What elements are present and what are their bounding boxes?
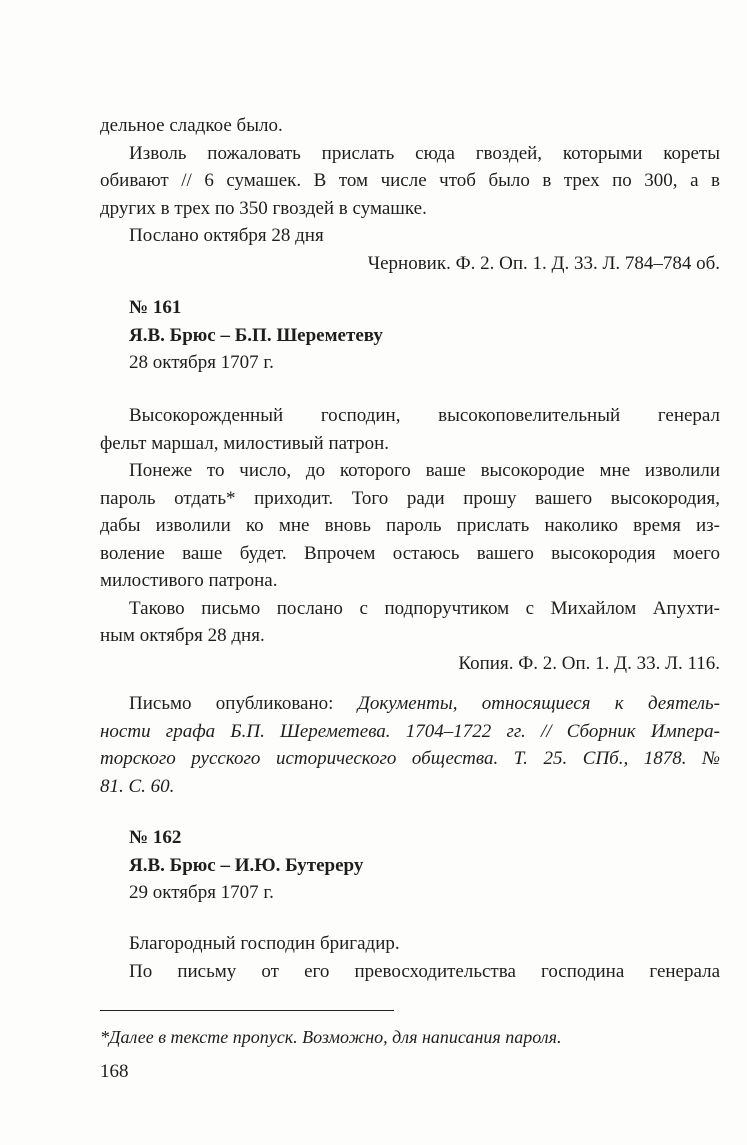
text-line: Понеже то число, до которого ваше высокородие мне изволили: [129, 460, 720, 481]
pub-citation: Документы, относящиеся к деятель-: [357, 693, 721, 714]
text-line: 81. С. 60.: [100, 775, 175, 797]
text-line: По письму от его превосходительства господина генерала: [129, 960, 720, 982]
previous-letter-end: [100, 112, 720, 277]
doc-title: Я.В. Брюс – Б.П. Шереметеву: [129, 324, 383, 346]
pub-lead: Письмо опубликовано:: [129, 693, 358, 714]
doc-161-header: [100, 294, 720, 377]
doc-number: № 161: [129, 297, 182, 318]
doc-title: Я.В. Брюс – И.Ю. Бутереру: [129, 854, 364, 876]
text-line: [100, 690, 720, 718]
page-number: 168: [100, 1061, 129, 1082]
doc-date: 28 октября 1707 г.: [129, 352, 274, 373]
doc-162-header: [100, 824, 720, 907]
text-line: милостивого патрона.: [100, 570, 278, 591]
archive-source: Черновик. Ф. 2. Оп. 1. Д. 33. Л. 784–784 об.: [367, 252, 720, 274]
text-line: Изволь пожаловать прислать сюда гвоздей, которыми кореты: [129, 142, 720, 164]
doc-date: 29 октября 1707 г.: [129, 882, 274, 903]
text-line: пароль отдать* приходит. Того ради прошу вашего высокородия,: [100, 487, 720, 509]
text-line: Таково письмо послано с подпоручтиком с Михайлом Апухти-: [129, 597, 720, 619]
archive-source: Копия. Ф. 2. Оп. 1. Д. 33. Л. 116.: [458, 652, 720, 674]
publication-note: [100, 690, 720, 800]
text-line: ным октября 28 дня.: [100, 625, 265, 646]
footnote-divider: [100, 1010, 394, 1011]
text-line: дельное сладкое было.: [100, 115, 283, 136]
text-line: дабы изволили ко мне вновь пароль прислать наколико время из-: [100, 515, 720, 536]
sent-note: Послано октября 28 дня: [129, 225, 324, 246]
text-line: торского русского исторического общества. Т. 25. СПб., 1878. №: [100, 748, 720, 769]
text-line: Благородный господин бригадир.: [129, 933, 400, 954]
footnote: *Далее в тексте пропуск. Возможно, для написания пароля.: [100, 1027, 562, 1047]
text-line: воление ваше будет. Впрочем остаюсь вашего высокородия моего: [100, 542, 720, 564]
doc-162-body: [100, 930, 720, 985]
text-line: ности графа Б.П. Шереметева. 1704–1722 гг. // Сборник Импера-: [100, 720, 720, 742]
text-line: Высокорожденный господин, высокоповелительный генерал: [129, 405, 720, 426]
doc-161-body: [100, 402, 720, 677]
text-line: обивают // 6 сумашек. В том числе чтоб было в трех по 300, а в: [100, 170, 720, 191]
doc-number: № 162: [129, 827, 182, 848]
text-line: других в трех по 350 гвоздей в сумашке.: [100, 197, 427, 219]
text-line: фельт маршал, милостивый патрон.: [100, 432, 390, 454]
